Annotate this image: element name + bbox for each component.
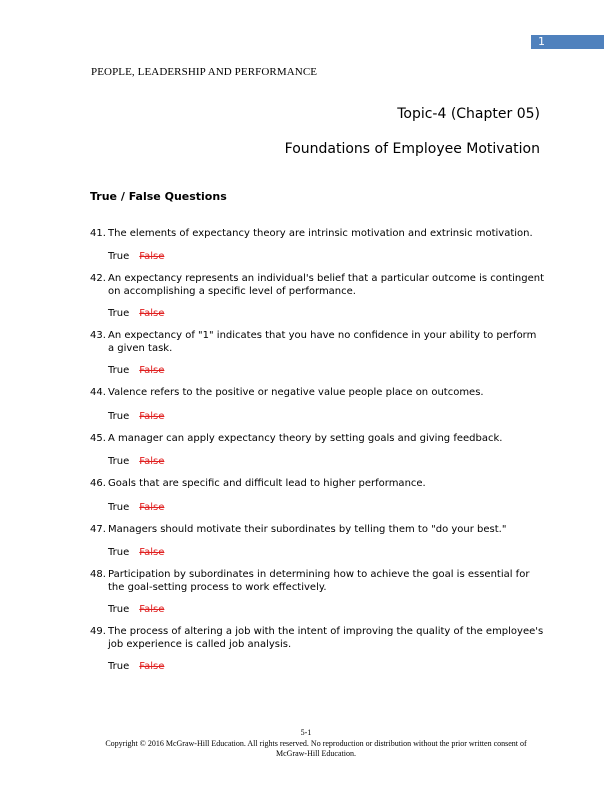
answer-false[interactable]: False <box>139 365 165 376</box>
answer-options <box>108 661 164 673</box>
answer-true[interactable]: True <box>108 456 130 467</box>
answer-false[interactable]: False <box>139 411 165 422</box>
question-number: 47. <box>90 524 106 535</box>
footer-copyright: Copyright © 2016 McGraw-Hill Education. All rights reserved. No reproduction or distribution without the prior written consent of McGraw-Hill Education. <box>105 739 527 758</box>
answer-true[interactable]: True <box>108 661 130 672</box>
question-text: Valence refers to the positive or negative value people place on outcomes. <box>108 387 484 398</box>
question-text: A manager can apply expectancy theory by setting goals and giving feedback. <box>108 433 503 444</box>
answer-true[interactable]: True <box>108 308 130 319</box>
answer-false[interactable]: False <box>139 251 165 262</box>
answer-options <box>108 502 164 514</box>
answer-true[interactable]: True <box>108 411 130 422</box>
section-heading: True / False Questions <box>90 190 227 203</box>
page-number-badge: 1 <box>531 35 604 49</box>
question-item <box>90 273 545 298</box>
answer-options <box>108 456 164 468</box>
question-text: The process of altering a job with the intent of improving the quality of the employee's job experience is called job analysis. <box>108 626 544 650</box>
question-text: The elements of expectancy theory are intrinsic motivation and extrinsic motivation. <box>108 228 533 239</box>
question-item <box>90 569 545 594</box>
answer-true[interactable]: True <box>108 365 130 376</box>
question-item <box>90 228 545 241</box>
answer-false[interactable]: False <box>139 661 165 672</box>
answer-options <box>108 604 164 616</box>
question-number: 46. <box>90 478 106 489</box>
answer-false[interactable]: False <box>139 604 165 615</box>
document-header: PEOPLE, LEADERSHIP AND PERFORMANCE <box>91 66 318 78</box>
answer-false[interactable]: False <box>139 456 165 467</box>
question-item <box>90 524 545 537</box>
answer-options <box>108 365 164 377</box>
question-item <box>90 433 545 446</box>
question-number: 49. <box>90 626 106 637</box>
answer-options <box>108 308 164 320</box>
question-text: Managers should motivate their subordinates by telling them to "do your best." <box>108 524 507 535</box>
answer-options <box>108 547 164 559</box>
answer-false[interactable]: False <box>139 308 165 319</box>
question-text: Goals that are specific and difficult lead to higher performance. <box>108 478 426 489</box>
answer-options <box>108 251 164 263</box>
question-number: 42. <box>90 273 106 284</box>
question-item <box>90 478 545 491</box>
question-number: 41. <box>90 228 106 239</box>
answer-options <box>108 411 164 423</box>
question-text: Participation by subordinates in determining how to achieve the goal is essential for the goal-setting process to work effectively. <box>108 569 530 593</box>
answer-false[interactable]: False <box>139 502 165 513</box>
answer-true[interactable]: True <box>108 502 130 513</box>
question-item <box>90 626 545 651</box>
topic-title: Topic-4 (Chapter 05) <box>397 106 540 122</box>
answer-false[interactable]: False <box>139 547 165 558</box>
footer-page-reference: 5-1 <box>300 728 312 737</box>
question-number: 43. <box>90 330 106 341</box>
question-item <box>90 330 545 355</box>
answer-true[interactable]: True <box>108 547 130 558</box>
question-number: 45. <box>90 433 106 444</box>
question-text: An expectancy of "1" indicates that you have no confidence in your ability to perform a given task. <box>108 330 537 354</box>
question-number: 44. <box>90 387 106 398</box>
answer-true[interactable]: True <box>108 604 130 615</box>
chapter-subtitle: Foundations of Employee Motivation <box>284 141 540 157</box>
question-number: 48. <box>90 569 106 580</box>
question-item <box>90 387 545 400</box>
question-text: An expectancy represents an individual's belief that a particular outcome is contingent on accomplishing a specific level of performance. <box>108 273 544 297</box>
answer-true[interactable]: True <box>108 251 130 262</box>
